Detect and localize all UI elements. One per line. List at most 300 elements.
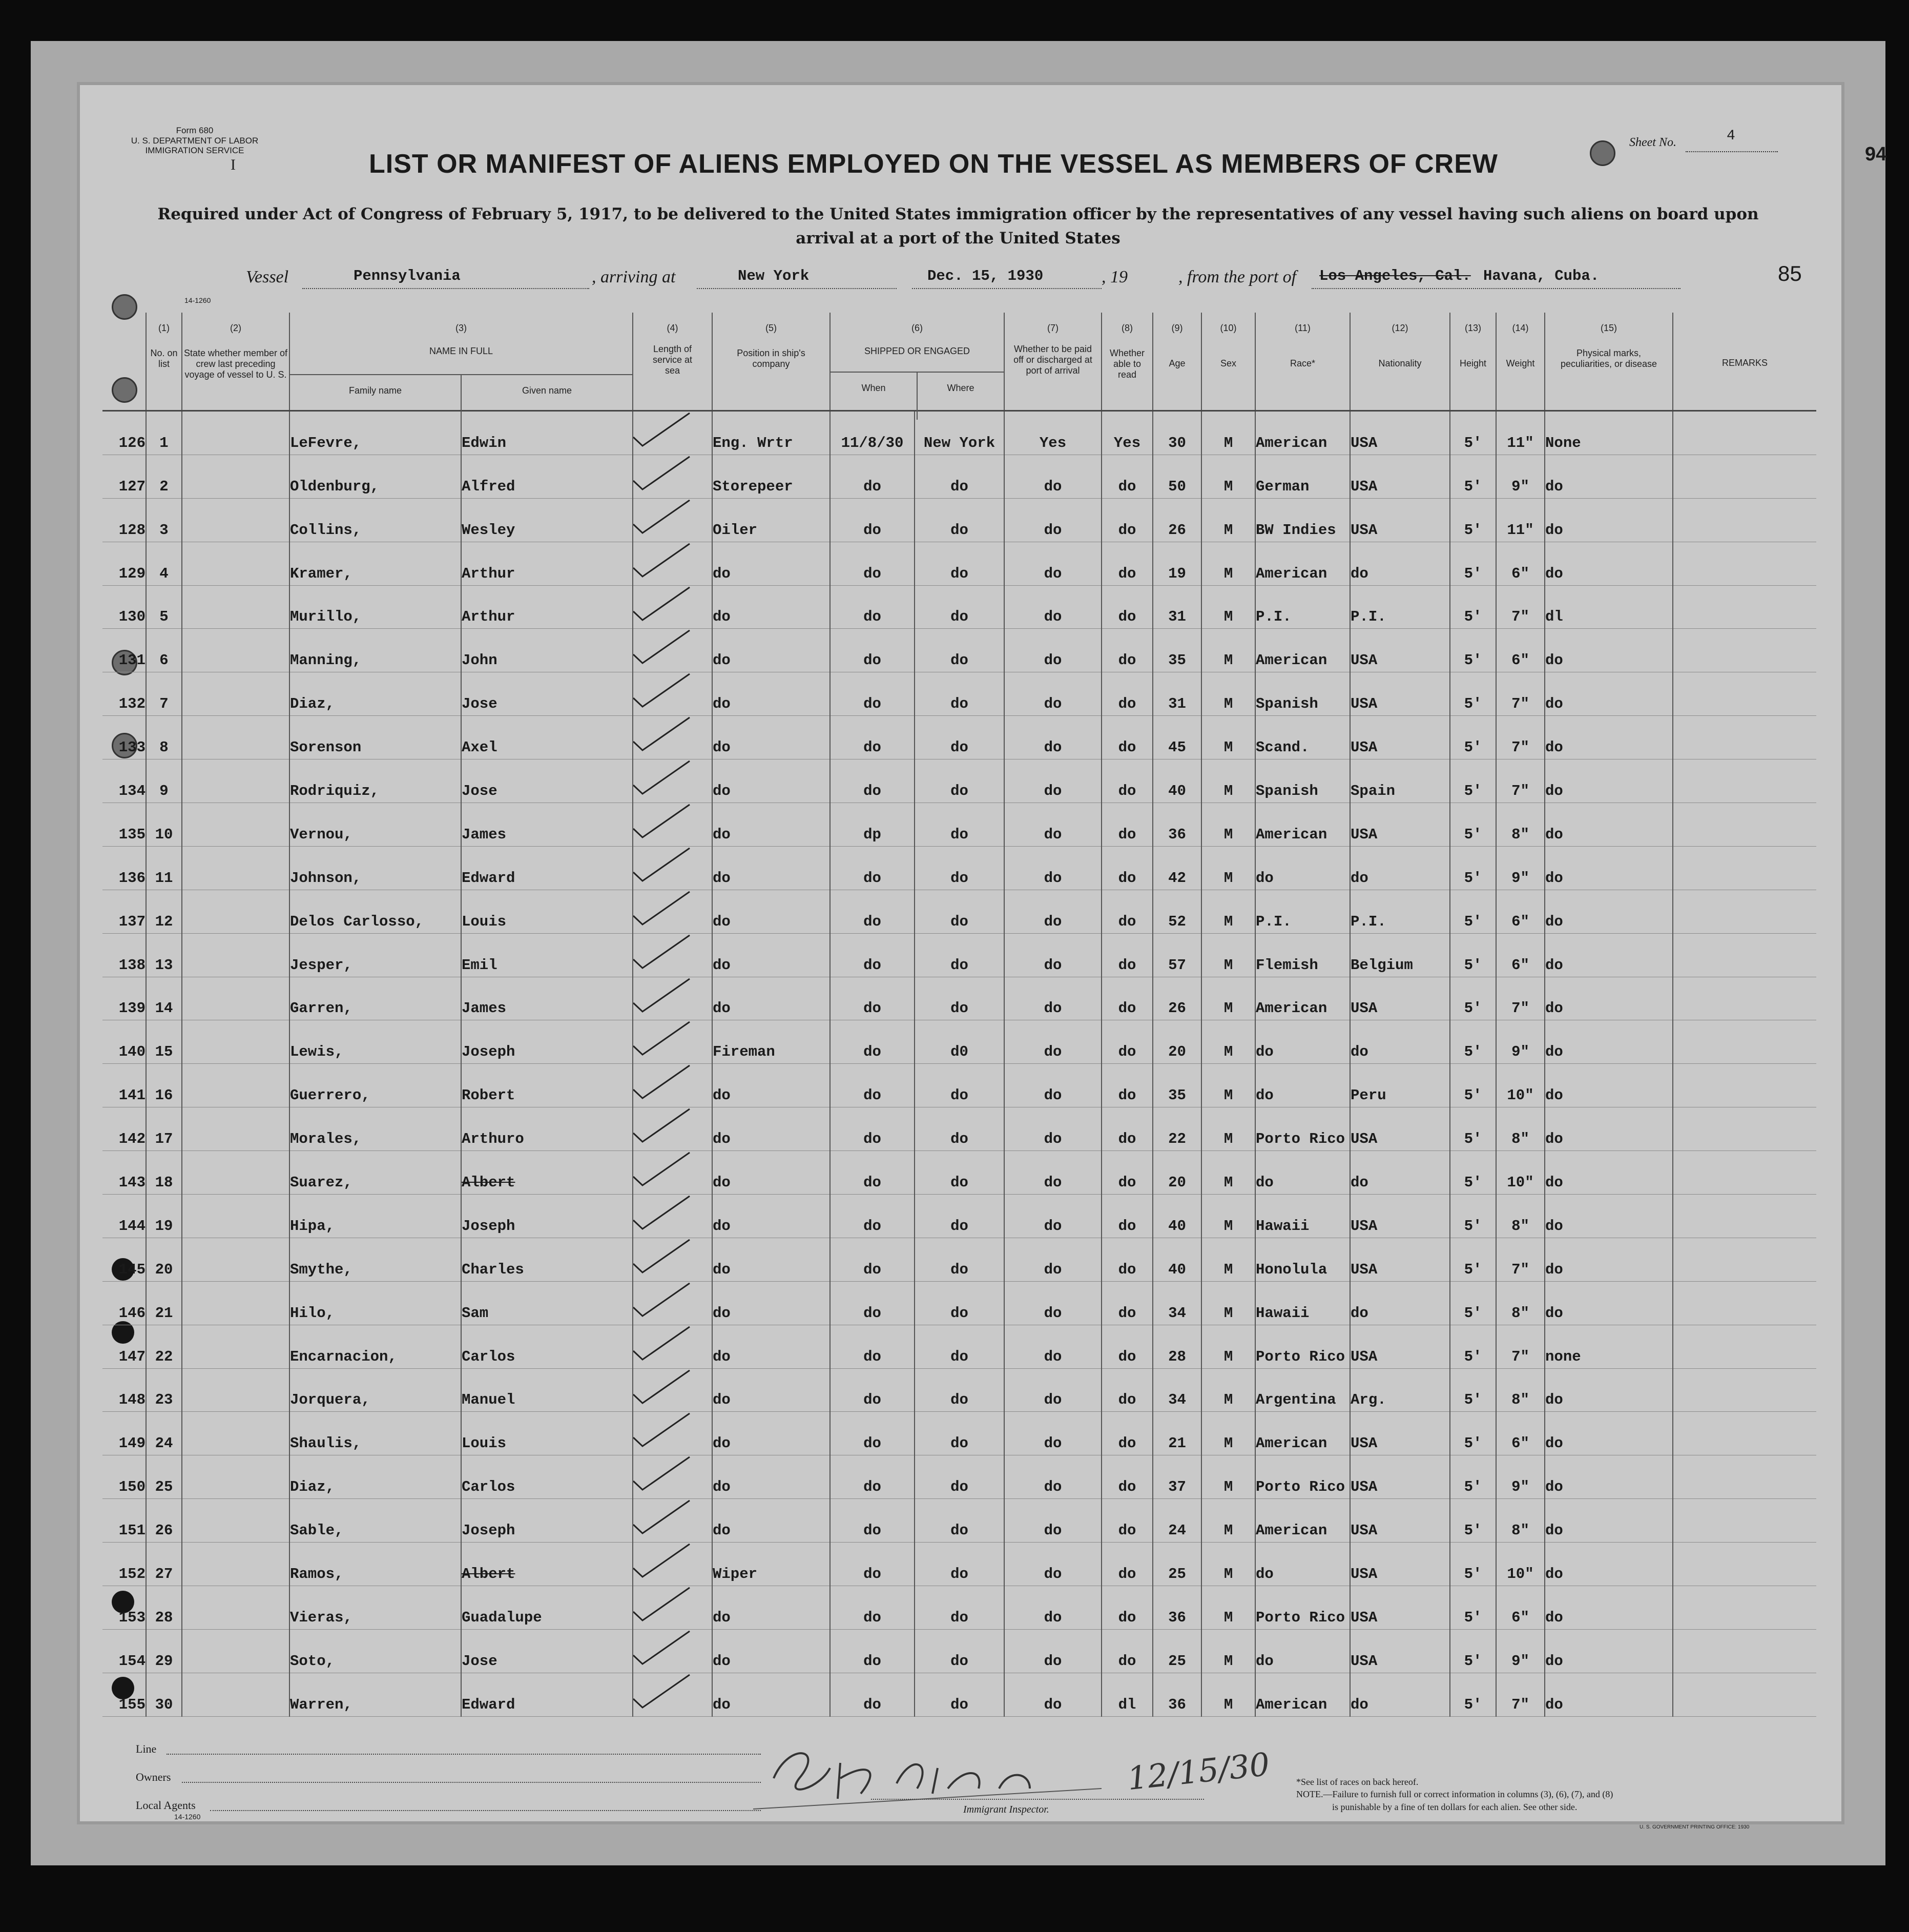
- height: 5': [1450, 542, 1496, 585]
- paid-off: do: [1004, 846, 1102, 890]
- col-number: (12): [1392, 323, 1408, 333]
- table-row: [102, 1412, 1816, 1455]
- height: 5': [1450, 498, 1496, 542]
- race: Argentina: [1255, 1368, 1350, 1412]
- signature-date: 12/15/30: [1125, 1745, 1272, 1798]
- shipped-when: do: [830, 890, 915, 933]
- family-name: Morales,: [289, 1107, 461, 1151]
- physical-marks: do: [1545, 1412, 1673, 1455]
- state-cell: [182, 1064, 289, 1107]
- weight: 11": [1496, 411, 1545, 455]
- service-check: [633, 672, 712, 716]
- row-line-number: 151: [102, 1499, 146, 1543]
- race: do: [1255, 1629, 1350, 1673]
- shipped-where: do: [915, 672, 1004, 716]
- age: 36: [1153, 803, 1201, 847]
- remarks: [1673, 629, 1816, 672]
- service-check: [633, 585, 712, 629]
- weight: 6": [1496, 629, 1545, 672]
- vessel-underline: [302, 288, 589, 289]
- height: 5': [1450, 1586, 1496, 1630]
- physical-marks: do: [1545, 1455, 1673, 1499]
- state-cell: [182, 890, 289, 933]
- service-check: [633, 455, 712, 498]
- paid-off: do: [1004, 890, 1102, 933]
- family-name: Collins,: [289, 498, 461, 542]
- sex: M: [1201, 1281, 1255, 1325]
- state-cell: [182, 1238, 289, 1281]
- shipped-where: do: [915, 1543, 1004, 1586]
- remarks: [1673, 1455, 1816, 1499]
- nationality: do: [1350, 1281, 1450, 1325]
- header-sex: [1201, 313, 1255, 411]
- shipped-where: do: [915, 585, 1004, 629]
- row-line-number: 153: [102, 1586, 146, 1630]
- given-name: Edwin: [461, 411, 633, 455]
- check-mark-icon: [633, 757, 710, 803]
- shipped-when: 11/8/30: [830, 411, 915, 455]
- family-name: Delos Carlosso,: [289, 890, 461, 933]
- nationality: Spain: [1350, 759, 1450, 803]
- sex: M: [1201, 1020, 1255, 1064]
- row-line-number: 146: [102, 1281, 146, 1325]
- age: 25: [1153, 1629, 1201, 1673]
- check-mark-icon: [633, 1496, 710, 1543]
- shipped-when: do: [830, 1020, 915, 1064]
- paid-off: do: [1004, 1064, 1102, 1107]
- check-mark-icon: [633, 626, 710, 672]
- col-number: (5): [765, 323, 777, 333]
- remarks: [1673, 455, 1816, 498]
- age: 52: [1153, 890, 1201, 933]
- service-check: [633, 542, 712, 585]
- weight: 8": [1496, 1107, 1545, 1151]
- able-to-read: do: [1102, 1151, 1153, 1195]
- nationality: P.I.: [1350, 890, 1450, 933]
- service-check: [633, 629, 712, 672]
- header-label: Age: [1169, 358, 1186, 368]
- able-to-read: do: [1102, 977, 1153, 1020]
- nationality: do: [1350, 1020, 1450, 1064]
- nationality: do: [1350, 846, 1450, 890]
- sex: M: [1201, 759, 1255, 803]
- header-state: [182, 313, 289, 411]
- signature-text: S A Siaina: [743, 1732, 745, 1733]
- header-height: [1450, 313, 1496, 411]
- sex: M: [1201, 846, 1255, 890]
- departure-port: Havana, Cuba.: [1483, 268, 1600, 284]
- shipped-when: do: [830, 498, 915, 542]
- sheet-number: 4: [1727, 128, 1735, 144]
- position: do: [712, 1107, 830, 1151]
- family-name: Soto,: [289, 1629, 461, 1673]
- race: American: [1255, 803, 1350, 847]
- age: 26: [1153, 498, 1201, 542]
- age: 31: [1153, 585, 1201, 629]
- age: 31: [1153, 672, 1201, 716]
- able-to-read: do: [1102, 759, 1153, 803]
- check-mark-icon: [633, 1105, 710, 1151]
- row-line-number: 149: [102, 1412, 146, 1455]
- given-name: Carlos: [461, 1325, 633, 1368]
- shipped-when: do: [830, 629, 915, 672]
- age: 34: [1153, 1368, 1201, 1412]
- state-cell: [182, 542, 289, 585]
- shipped-when: do: [830, 672, 915, 716]
- header-label: SHIPPED OR ENGAGED: [864, 346, 970, 356]
- header-label: Length of service at sea: [652, 344, 693, 376]
- shipped-when: do: [830, 1455, 915, 1499]
- sex: M: [1201, 1629, 1255, 1673]
- page-number: 85: [1778, 261, 1802, 285]
- paid-off: do: [1004, 1368, 1102, 1412]
- remarks: [1673, 1020, 1816, 1064]
- physical-marks: none: [1545, 1325, 1673, 1368]
- paid-off: do: [1004, 542, 1102, 585]
- row-line-number: 152: [102, 1543, 146, 1586]
- able-to-read: do: [1102, 933, 1153, 977]
- footer-agents-label: Local Agents: [136, 1799, 196, 1812]
- shipped-where: do: [915, 498, 1004, 542]
- position: Eng. Wrtr: [712, 411, 830, 455]
- sex: M: [1201, 542, 1255, 585]
- footer-agents-code: 14-1260: [174, 1813, 201, 1821]
- sex: M: [1201, 1238, 1255, 1281]
- row-line-number: 132: [102, 672, 146, 716]
- paid-off: do: [1004, 1238, 1102, 1281]
- row-line-number: 154: [102, 1629, 146, 1673]
- state-cell: [182, 1368, 289, 1412]
- position: do: [712, 1499, 830, 1543]
- position: do: [712, 803, 830, 847]
- given-name: Axel: [461, 716, 633, 759]
- given-name: Wesley: [461, 498, 633, 542]
- able-to-read: do: [1102, 455, 1153, 498]
- arriving-label: , arriving at: [592, 268, 676, 286]
- shipped-when: do: [830, 1543, 915, 1586]
- punch-hole: [1590, 140, 1615, 166]
- table-row: [102, 1195, 1816, 1238]
- row-line-number: 134: [102, 759, 146, 803]
- check-mark-icon: [633, 1366, 710, 1412]
- remarks: [1673, 498, 1816, 542]
- service-check: [633, 1586, 712, 1630]
- height: 5': [1450, 1238, 1496, 1281]
- nationality: do: [1350, 542, 1450, 585]
- given-name: Guadalupe: [461, 1586, 633, 1630]
- footer-line-underline: [167, 1754, 761, 1755]
- position: do: [712, 1586, 830, 1630]
- position: Storepeer: [712, 455, 830, 498]
- given-name: Edward: [461, 846, 633, 890]
- age: 42: [1153, 846, 1201, 890]
- remarks: [1673, 846, 1816, 890]
- row-line-number: 128: [102, 498, 146, 542]
- sex: M: [1201, 1673, 1255, 1716]
- shipped-where: do: [915, 1629, 1004, 1673]
- service-check: [633, 1629, 712, 1673]
- age: 36: [1153, 1586, 1201, 1630]
- table-row: [102, 977, 1816, 1020]
- row-number: 18: [146, 1151, 182, 1195]
- check-mark-icon: [633, 1540, 710, 1586]
- physical-marks: do: [1545, 1064, 1673, 1107]
- table-row: [102, 498, 1816, 542]
- sex: M: [1201, 411, 1255, 455]
- race: American: [1255, 629, 1350, 672]
- height: 5': [1450, 1673, 1496, 1716]
- physical-marks: do: [1545, 1673, 1673, 1716]
- height: 5': [1450, 1151, 1496, 1195]
- height: 5': [1450, 933, 1496, 977]
- family-name: Manning,: [289, 629, 461, 672]
- age: 30: [1153, 411, 1201, 455]
- service-check: [633, 1412, 712, 1455]
- age: 35: [1153, 1064, 1201, 1107]
- table-row: [102, 1455, 1816, 1499]
- able-to-read: do: [1102, 1064, 1153, 1107]
- form-code: 14-1260: [184, 296, 211, 304]
- row-line-number: 144: [102, 1195, 146, 1238]
- state-cell: [182, 1107, 289, 1151]
- age: 20: [1153, 1151, 1201, 1195]
- from-label: , from the port of: [1178, 268, 1297, 286]
- nationality: USA: [1350, 1499, 1450, 1543]
- race: Honolula: [1255, 1238, 1350, 1281]
- given-name: Louis: [461, 1412, 633, 1455]
- remarks: [1673, 716, 1816, 759]
- paid-off: do: [1004, 629, 1102, 672]
- header-label: Weight: [1506, 358, 1535, 368]
- table-row: [102, 846, 1816, 890]
- shipped-where: New York: [915, 411, 1004, 455]
- shipped-where: do: [915, 1238, 1004, 1281]
- header-label: Whether to be paid off or discharged at port of arrival: [1013, 344, 1092, 376]
- state-cell: [182, 1673, 289, 1716]
- family-name: Jorquera,: [289, 1368, 461, 1412]
- state-cell: [182, 629, 289, 672]
- footer-agents-underline: [210, 1810, 761, 1811]
- given-name: Jose: [461, 1629, 633, 1673]
- race: do: [1255, 1020, 1350, 1064]
- weight: 7": [1496, 1238, 1545, 1281]
- shipped-where: do: [915, 629, 1004, 672]
- row-number: 14: [146, 977, 182, 1020]
- family-name: LeFevre,: [289, 411, 461, 455]
- family-name: Warren,: [289, 1673, 461, 1716]
- table-row: [102, 672, 1816, 716]
- weight: 7": [1496, 977, 1545, 1020]
- given-name: Louis: [461, 890, 633, 933]
- able-to-read: do: [1102, 672, 1153, 716]
- table-row: [102, 1151, 1816, 1195]
- remarks: [1673, 1629, 1816, 1673]
- port-underline: [1312, 288, 1680, 289]
- shipped-when: do: [830, 1586, 915, 1630]
- state-cell: [182, 716, 289, 759]
- given-name: John: [461, 629, 633, 672]
- shipped-when: do: [830, 1281, 915, 1325]
- shipped-when: do: [830, 542, 915, 585]
- col-number: (11): [1295, 323, 1311, 333]
- able-to-read: dl: [1102, 1673, 1153, 1716]
- header-name: [289, 313, 633, 411]
- race: Spanish: [1255, 672, 1350, 716]
- position: do: [712, 629, 830, 672]
- position: do: [712, 585, 830, 629]
- row-number: 29: [146, 1629, 182, 1673]
- height: 5': [1450, 672, 1496, 716]
- table-row: [102, 1629, 1816, 1673]
- position: do: [712, 542, 830, 585]
- given-name: James: [461, 977, 633, 1020]
- able-to-read: do: [1102, 1586, 1153, 1630]
- col-number: (10): [1220, 323, 1237, 333]
- row-line-number: 136: [102, 846, 146, 890]
- height: 5': [1450, 1499, 1496, 1543]
- check-mark-icon: [633, 540, 710, 586]
- check-mark-icon: [633, 713, 710, 759]
- row-line-number: 131: [102, 629, 146, 672]
- state-cell: [182, 498, 289, 542]
- age: 40: [1153, 1195, 1201, 1238]
- weight: 7": [1496, 759, 1545, 803]
- family-name: Vieras,: [289, 1586, 461, 1630]
- service-check: [633, 846, 712, 890]
- sex: M: [1201, 1368, 1255, 1412]
- able-to-read: do: [1102, 498, 1153, 542]
- check-mark-icon: [633, 800, 710, 847]
- shipped-where: do: [915, 1412, 1004, 1455]
- check-mark-icon: [633, 931, 710, 977]
- shipped-when: do: [830, 1499, 915, 1543]
- physical-marks: do: [1545, 803, 1673, 847]
- able-to-read: do: [1102, 585, 1153, 629]
- physical-marks: do: [1545, 1543, 1673, 1586]
- header-when: When: [861, 383, 886, 393]
- nationality: USA: [1350, 629, 1450, 672]
- row-number: 13: [146, 933, 182, 977]
- height: 5': [1450, 1325, 1496, 1368]
- sex: M: [1201, 585, 1255, 629]
- family-name: Diaz,: [289, 672, 461, 716]
- age: 20: [1153, 1020, 1201, 1064]
- remarks: [1673, 803, 1816, 847]
- row-line-number: 155: [102, 1673, 146, 1716]
- row-line-number: 137: [102, 890, 146, 933]
- paid-off: do: [1004, 759, 1102, 803]
- race: American: [1255, 1673, 1350, 1716]
- height: 5': [1450, 1543, 1496, 1586]
- nationality: USA: [1350, 1586, 1450, 1630]
- race: P.I.: [1255, 585, 1350, 629]
- sex: M: [1201, 629, 1255, 672]
- struck-given-name: Albert: [462, 1174, 515, 1191]
- height: 5': [1450, 759, 1496, 803]
- sex: M: [1201, 455, 1255, 498]
- given-name: Carlos: [461, 1455, 633, 1499]
- table-row: [102, 455, 1816, 498]
- physical-marks: do: [1545, 498, 1673, 542]
- check-mark-icon: [633, 583, 710, 629]
- corner-number: 94: [1865, 143, 1887, 165]
- weight: 9": [1496, 1629, 1545, 1673]
- height: 5': [1450, 890, 1496, 933]
- paid-off: do: [1004, 716, 1102, 759]
- paid-off: do: [1004, 1020, 1102, 1064]
- remarks: [1673, 1543, 1816, 1586]
- family-name: Jesper,: [289, 933, 461, 977]
- given-name: Emil: [461, 933, 633, 977]
- row-line-number: 142: [102, 1107, 146, 1151]
- check-mark-icon: [633, 453, 710, 499]
- service-check: [633, 411, 712, 455]
- col-number: (4): [667, 323, 678, 333]
- row-line-number: 143: [102, 1151, 146, 1195]
- given-name: [461, 1151, 633, 1195]
- family-name: Encarnacion,: [289, 1325, 461, 1368]
- shipped-where: do: [915, 1455, 1004, 1499]
- check-mark-icon: [633, 975, 710, 1021]
- able-to-read: do: [1102, 1020, 1153, 1064]
- weight: 8": [1496, 1281, 1545, 1325]
- shipped-where: do: [915, 759, 1004, 803]
- row-number: 25: [146, 1455, 182, 1499]
- row-line-number: 127: [102, 455, 146, 498]
- position: do: [712, 1368, 830, 1412]
- position: do: [712, 1455, 830, 1499]
- sex: M: [1201, 977, 1255, 1020]
- weight: 7": [1496, 585, 1545, 629]
- row-line-number: 140: [102, 1020, 146, 1064]
- weight: 8": [1496, 803, 1545, 847]
- height: 5': [1450, 411, 1496, 455]
- age: 26: [1153, 977, 1201, 1020]
- check-mark-icon: [633, 1453, 710, 1499]
- physical-marks: do: [1545, 1368, 1673, 1412]
- row-number: 22: [146, 1325, 182, 1368]
- able-to-read: do: [1102, 542, 1153, 585]
- row-number: 16: [146, 1064, 182, 1107]
- race: Porto Rico: [1255, 1586, 1350, 1630]
- table-row: [102, 716, 1816, 759]
- header-family: Family name: [348, 385, 402, 396]
- weight: 7": [1496, 1673, 1545, 1716]
- position: do: [712, 933, 830, 977]
- service-check: [633, 759, 712, 803]
- sex: M: [1201, 1543, 1255, 1586]
- nationality: do: [1350, 1673, 1450, 1716]
- height: 5': [1450, 1195, 1496, 1238]
- race: do: [1255, 846, 1350, 890]
- age: 40: [1153, 759, 1201, 803]
- service-check: [633, 1499, 712, 1543]
- row-number: 20: [146, 1238, 182, 1281]
- race: do: [1255, 1151, 1350, 1195]
- struck-given-name: Albert: [462, 1566, 515, 1583]
- shipped-when: do: [830, 716, 915, 759]
- age: 40: [1153, 1238, 1201, 1281]
- position: do: [712, 672, 830, 716]
- header-shipped: [830, 313, 1004, 411]
- age: 36: [1153, 1673, 1201, 1716]
- height: 5': [1450, 1629, 1496, 1673]
- weight: 10": [1496, 1543, 1545, 1586]
- page-subtitle: Required under Act of Congress of February 5, 1917, to be delivered to the United States immigration officer by the representatives of any vessel having such aliens on board upon arrival at a port of the United States: [157, 205, 1759, 248]
- row-number: 2: [146, 455, 182, 498]
- row-number: 10: [146, 803, 182, 847]
- given-name: Arthuro: [461, 1107, 633, 1151]
